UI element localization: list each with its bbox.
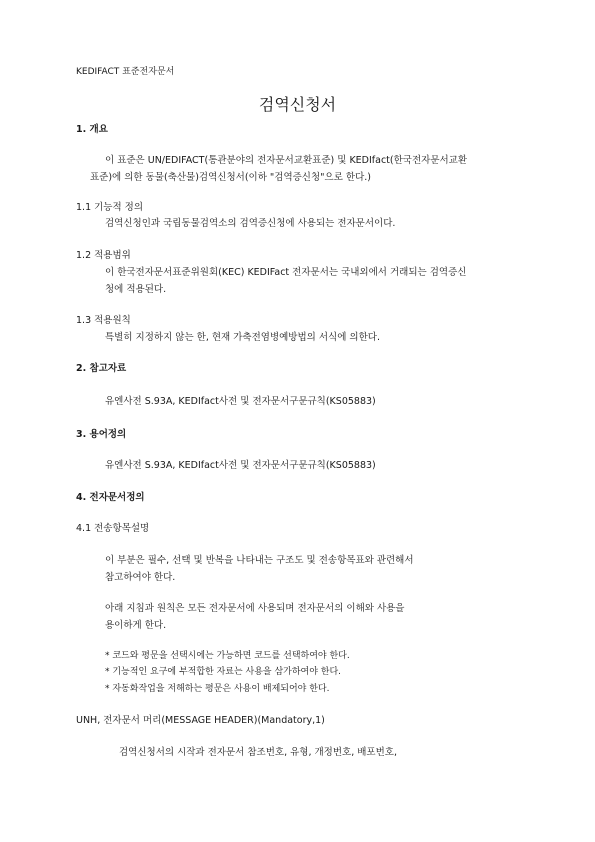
section-heading-unh: UNH, 전자문서 머리(MESSAGE HEADER)(Mandatory,1) — [76, 715, 325, 726]
header-tag: KEDIFACT 표준전자문서 — [76, 67, 175, 77]
document-title: 검역신청서 — [258, 95, 337, 114]
section-heading-references: 2. 참고자료 — [76, 363, 127, 374]
guideline-bullet: * 코드와 평문을 선택시에는 가능하면 코드를 선택하여야 한다. — [105, 651, 350, 661]
message-definition-paragraph-line: 참고하여야 한다. — [105, 572, 176, 583]
section-heading-functional-definition: 1.1 기능적 정의 — [76, 202, 144, 213]
guideline-bullet: * 기능적인 요구에 부적합한 자료는 사용을 삼가하여야 한다. — [105, 667, 342, 677]
references-text: 유엔사전 S.93A, KEDIfact사전 및 전자문서구문규칙(KS05883) — [105, 396, 376, 407]
section-heading-principle: 1.3 적용원칙 — [76, 315, 131, 326]
message-definition-paragraph-line: 이 부분은 필수, 선택 및 반복을 나타내는 구조도 및 전송항목표와 관련해서 — [105, 555, 414, 566]
section-heading-terms: 3. 용어정의 — [76, 429, 127, 440]
scope-text-line: 청에 적용된다. — [105, 284, 167, 295]
functional-definition-text: 검역신청인과 국립동물검역소의 검역증신청에 사용되는 전자문서이다. — [105, 218, 396, 229]
scope-text-line: 이 한국전자문서표준위원회(KEC) KEDIFact 전자문서는 국내외에서 거래되는 검역증신 — [105, 267, 467, 278]
subsection-heading-transmission-items: 4.1 전송항목설명 — [76, 523, 150, 534]
message-definition-paragraph-line: 용이하게 한다. — [105, 620, 167, 631]
section-heading-scope: 1.2 적용범위 — [76, 250, 131, 261]
section-heading-message-definition: 4. 전자문서정의 — [76, 492, 145, 503]
overview-paragraph-line: 표준)에 의한 동물(축산물)검역신청서(이하 "검역증신청"으로 한다.) — [90, 172, 371, 183]
terms-text: 유엔사전 S.93A, KEDIfact사전 및 전자문서구문규칙(KS05883) — [105, 460, 376, 471]
guideline-bullet: * 자동화작업을 저해하는 평문은 사용이 배제되어야 한다. — [105, 684, 330, 694]
unh-text: 검역신청서의 시작과 전자문서 참조번호, 유형, 개정번호, 배포번호, — [119, 747, 397, 758]
overview-paragraph-line: 이 표준은 UN/EDIFACT(통관분야의 전자문서교환표준) 및 KEDIfact(한국전자문서교환 — [105, 155, 468, 166]
message-definition-paragraph-line: 아래 지침과 원칙은 모든 전자문서에 사용되며 전자문서의 이해와 사용을 — [105, 603, 405, 614]
principle-text: 특별히 지정하지 않는 한, 현재 가축전염병예방법의 서식에 의한다. — [105, 332, 380, 343]
section-heading-overview: 1. 개요 — [76, 124, 108, 135]
